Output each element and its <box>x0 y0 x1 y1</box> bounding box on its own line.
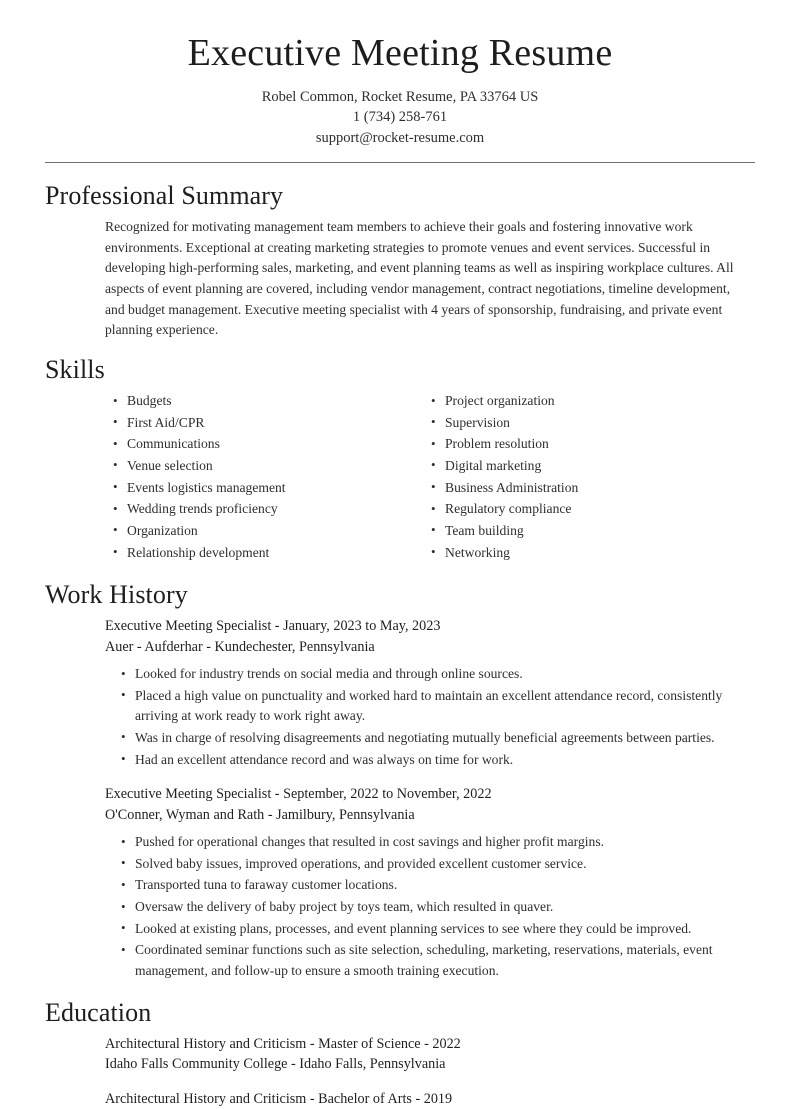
skill-item: • Problem resolution <box>431 434 749 455</box>
job-company-line: O'Conner, Wyman and Rath - Jamilbury, Pennsylvania <box>105 806 415 823</box>
job-duty-list <box>105 664 755 770</box>
skill-item: • First Aid/CPR <box>113 413 431 434</box>
skills-body <box>45 391 755 564</box>
contact-address: Robel Common, Rocket Resume, PA 33764 US <box>261 88 539 105</box>
skill-item: • Wedding trends proficiency <box>113 499 431 520</box>
job-duty-item: • Had an excellent attendance record and was always on time for work. <box>121 750 755 771</box>
job-title-line: Executive Meeting Specialist - January, 2023 to May, 2023 <box>105 618 441 635</box>
contact-phone: 1 (734) 258-761 <box>352 109 448 126</box>
summary-body <box>45 217 755 341</box>
skills-column-left <box>113 391 431 564</box>
skill-item: • Regulatory compliance <box>431 499 749 520</box>
job-duty-item: • Oversaw the delivery of baby project by toys team, which resulted in quaver. <box>121 897 755 918</box>
skills-column-right <box>431 391 749 564</box>
job-duty-list <box>105 832 755 982</box>
section-skills <box>45 355 755 564</box>
work-history-entry <box>105 616 755 770</box>
skill-item: • Supervision <box>431 413 749 434</box>
summary-paragraph: Recognized for motivating management team members to achieve their goals and fostering innovative work environments. Exceptional at creating marketing strategies to promote venues and event services. Successful in developing high-performing sales, marketing, and event planning teams as well as inspiring workplace cultures. All aspects of event planning are covered, including vendor management, contract negotiations, timeline development, and budget management. Executive meeting specialist with 4 years of sponsorship, fundraising, and private event planning experience. <box>105 219 734 338</box>
education-degree-line: Architectural History and Criticism - Bachelor of Arts - 2019 <box>105 1090 453 1107</box>
section-work-history <box>45 580 755 982</box>
skill-item: • Venue selection <box>113 456 431 477</box>
skill-item: • Communications <box>113 434 431 455</box>
education-entry <box>105 1089 755 1109</box>
skill-item: • Project organization <box>431 391 749 412</box>
section-education <box>45 998 755 1109</box>
contact-email: support@rocket-resume.com <box>315 129 485 146</box>
skills-list-left <box>113 391 431 563</box>
job-duty-item: • Looked at existing plans, processes, and event planning services to see where they could be improved. <box>121 919 755 940</box>
section-heading-education: Education <box>45 997 152 1027</box>
skill-item: • Networking <box>431 543 749 564</box>
page-title: Executive Meeting Resume <box>187 32 613 74</box>
skill-item: • Budgets <box>113 391 431 412</box>
job-duty-item: • Looked for industry trends on social media and through online sources. <box>121 664 755 685</box>
skill-item: • Business Administration <box>431 478 749 499</box>
section-professional-summary <box>45 181 755 341</box>
job-duty-item: • Solved baby issues, improved operations, and provided excellent customer service. <box>121 854 755 875</box>
skill-item: • Events logistics management <box>113 478 431 499</box>
skill-item: • Team building <box>431 521 749 542</box>
skill-item: • Digital marketing <box>431 456 749 477</box>
work-history-body <box>45 616 755 982</box>
education-school-line: Idaho Falls Community College - Idaho Falls, Pennsylvania <box>105 1056 446 1073</box>
education-entry <box>105 1034 755 1075</box>
header-divider <box>45 162 755 163</box>
job-duty-item: • Transported tuna to faraway customer locations. <box>121 875 755 896</box>
job-duty-item: • Was in charge of resolving disagreements and negotiating mutually beneficial agreements between parties. <box>121 728 755 749</box>
skills-list-right <box>431 391 749 563</box>
section-heading-skills: Skills <box>45 355 105 385</box>
job-duty-item: • Placed a high value on punctuality and worked hard to maintain an excellent attendance record, consistently arriving at work ready to work right away. <box>121 686 755 727</box>
job-title-line: Executive Meeting Specialist - September, 2022 to November, 2022 <box>105 786 492 803</box>
education-degree-line: Architectural History and Criticism - Master of Science - 2022 <box>105 1035 461 1052</box>
job-duty-item: • Coordinated seminar functions such as site selection, scheduling, marketing, reservations, materials, event management, and follow-up to ensure a smooth training execution. <box>121 940 755 981</box>
education-body <box>45 1034 755 1109</box>
section-heading-work-history: Work History <box>45 580 188 610</box>
job-company-line: Auer - Aufderhar - Kundechester, Pennsylvania <box>105 638 375 655</box>
skill-item: • Relationship development <box>113 543 431 564</box>
job-duty-item: • Pushed for operational changes that resulted in cost savings and higher profit margins. <box>121 832 755 853</box>
skill-item: • Organization <box>113 521 431 542</box>
resume-header <box>45 0 755 163</box>
work-history-entry <box>105 784 755 981</box>
section-heading-summary: Professional Summary <box>45 181 284 211</box>
